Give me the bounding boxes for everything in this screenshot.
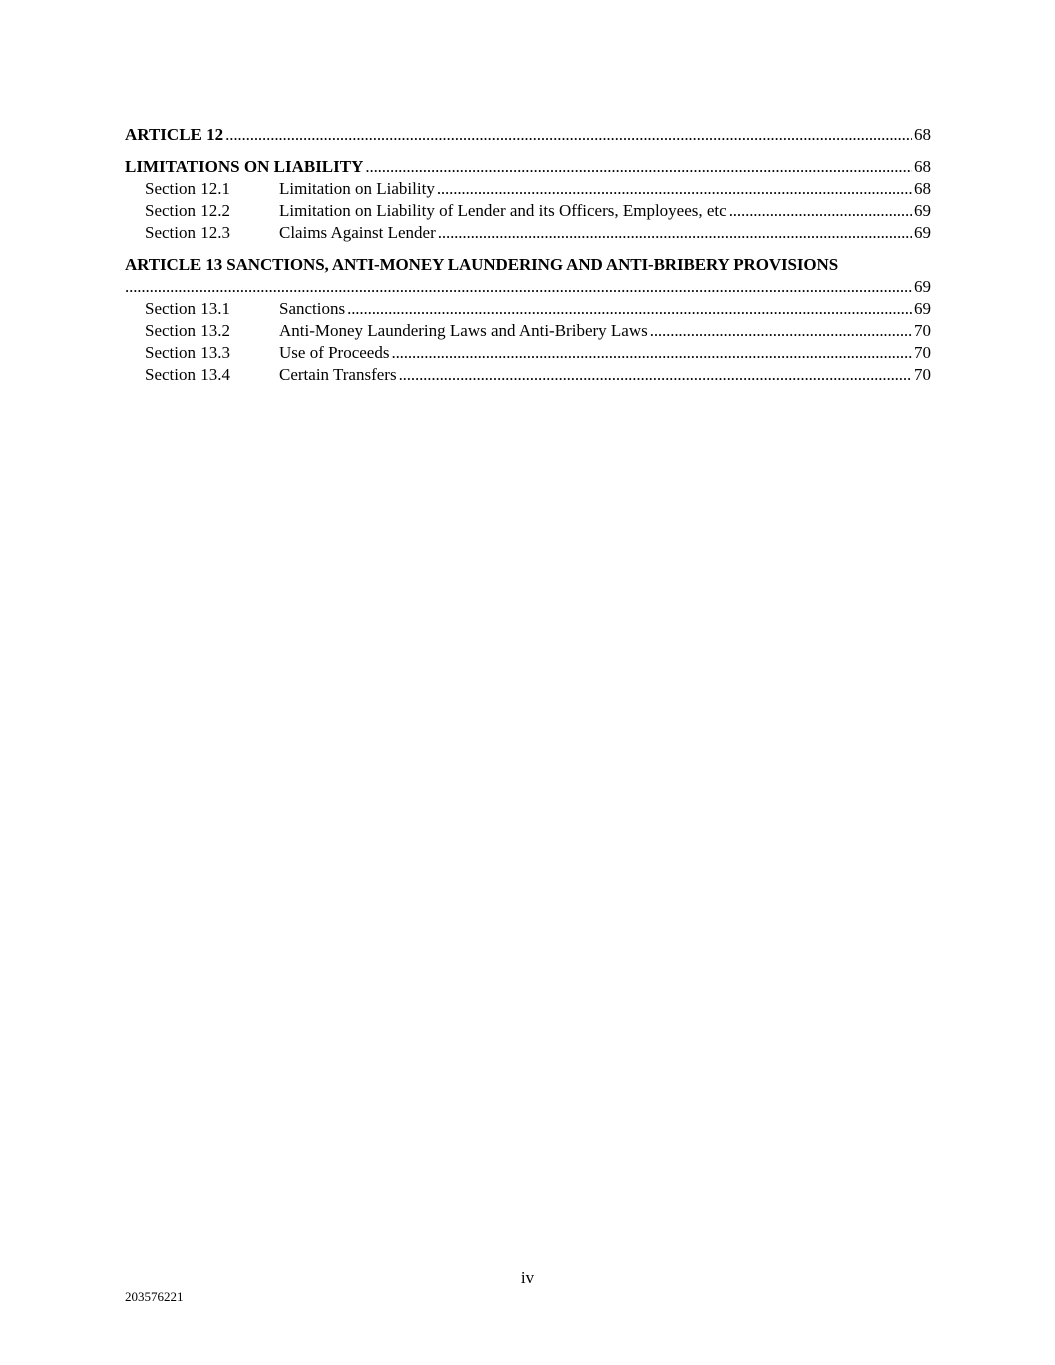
- table-of-contents: [125, 124, 931, 386]
- section-number: Section 13.4: [145, 365, 230, 384]
- footer-page-number: iv: [520, 1268, 535, 1287]
- toc-entry-page: 68: [914, 157, 931, 176]
- section-number: Section 12.3: [145, 223, 230, 242]
- dot-leader: [347, 298, 912, 320]
- section-page: 69: [914, 223, 931, 242]
- dot-leader: [225, 124, 912, 146]
- section-title: Certain Transfers: [279, 365, 397, 384]
- section-title: Limitation on Liability: [279, 179, 435, 198]
- section-title: Claims Against Lender: [279, 223, 436, 242]
- section-number: Section 13.3: [145, 343, 230, 362]
- section-number: Section 12.2: [145, 201, 230, 220]
- toc-entry-limitations-on-liability: [125, 156, 931, 178]
- section-number: Section 12.1: [145, 179, 230, 198]
- dot-leader: [438, 222, 912, 244]
- section-title: Use of Proceeds: [279, 343, 390, 362]
- toc-entry-section-13-3: [125, 342, 931, 364]
- toc-entry-article-13-title: ARTICLE 13 SANCTIONS, ANTI-MONEY LAUNDERING AND ANTI-BRIBERY PROVISIONS: [125, 255, 839, 274]
- toc-entry-section-13-4: [125, 364, 931, 386]
- dot-leader: [650, 320, 912, 342]
- section-page: 70: [914, 321, 931, 340]
- toc-entry-article-12: [125, 124, 931, 146]
- section-number: Section 13.1: [145, 299, 230, 318]
- section-page: 70: [914, 365, 931, 384]
- section-title: Limitation on Liability of Lender and its Officers, Employees, etc: [279, 201, 727, 220]
- section-title: Anti-Money Laundering Laws and Anti-Bribery Laws: [279, 321, 648, 340]
- toc-entry-section-13-1: [125, 298, 931, 320]
- dot-leader: [125, 276, 912, 298]
- section-page: 69: [914, 201, 931, 220]
- dot-leader: [729, 200, 912, 222]
- toc-entry-page: 69: [914, 277, 931, 296]
- toc-entry-title: LIMITATIONS ON LIABILITY: [125, 157, 364, 176]
- toc-entry-section-12-2: [125, 200, 931, 222]
- section-page: 68: [914, 179, 931, 198]
- toc-entry-page: 68: [914, 125, 931, 144]
- dot-leader: [437, 178, 912, 200]
- toc-entry-section-13-2: [125, 320, 931, 342]
- section-title: Sanctions: [279, 299, 346, 318]
- dot-leader: [391, 342, 912, 364]
- toc-entry-section-12-1: [125, 178, 931, 200]
- toc-entry-title: ARTICLE 12: [125, 125, 224, 144]
- dot-leader: [399, 364, 912, 386]
- document-id: 203576221: [125, 1289, 184, 1304]
- section-page: 70: [914, 343, 931, 362]
- toc-entry-article-13-leader-line: [125, 276, 931, 298]
- dot-leader: [365, 156, 912, 178]
- section-page: 69: [914, 299, 931, 318]
- toc-entry-section-12-3: [125, 222, 931, 244]
- section-number: Section 13.2: [145, 321, 230, 340]
